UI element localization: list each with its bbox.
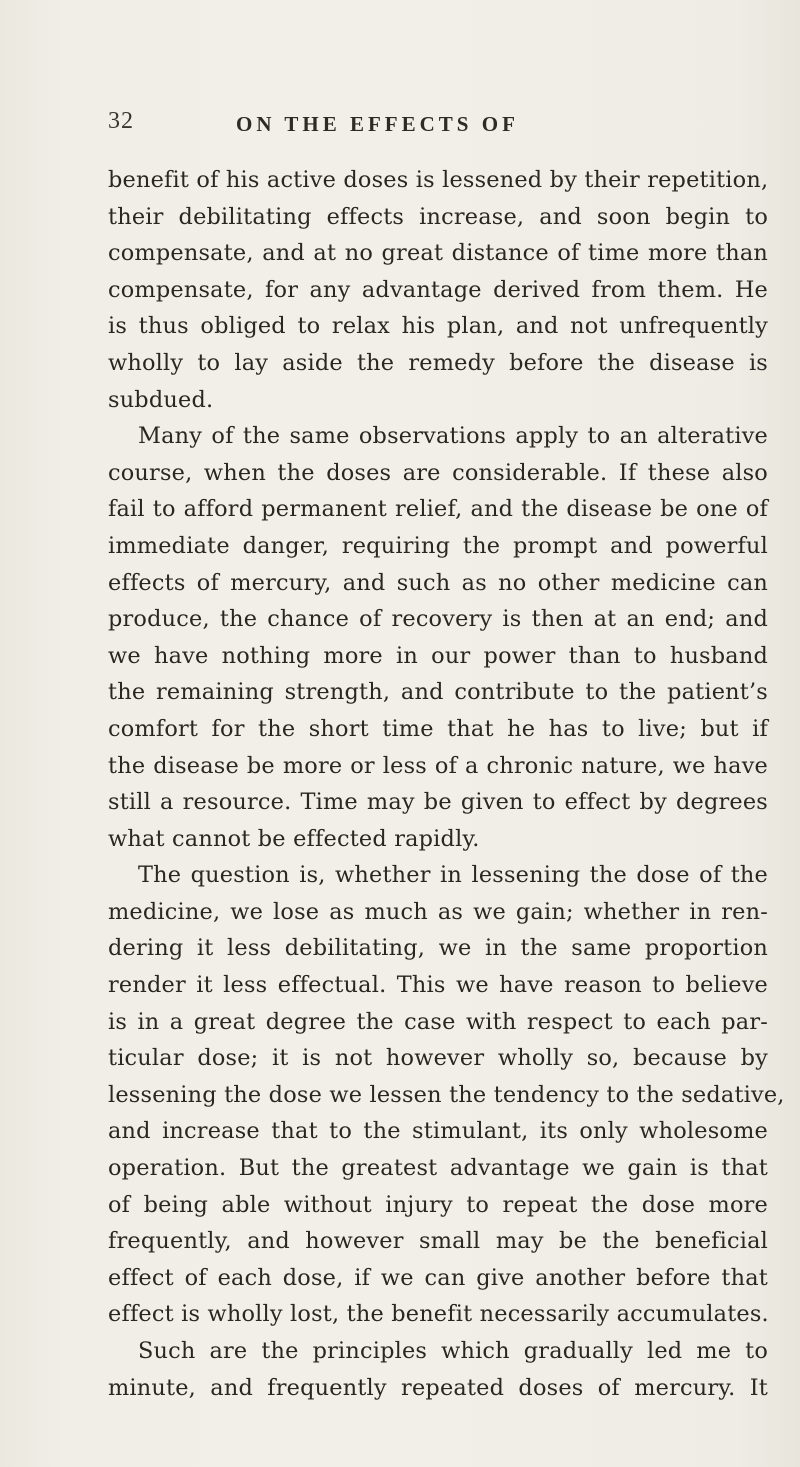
text-line: produce, the chance of recovery is then at an end; and xyxy=(108,606,768,633)
text-line: The question is, whether in lessening the dose of the xyxy=(138,862,768,889)
text-line: comfort for the short time that he has to live; but if xyxy=(108,715,768,742)
text-line: the remaining strength, and contribute to the patient’s xyxy=(108,679,768,706)
text-line: Many of the same observations apply to an alterative xyxy=(138,423,768,450)
text-line: fail to afford permanent relief, and the disease be one of xyxy=(108,496,768,523)
text-line: effects of mercury, and such as no other medicine can xyxy=(108,569,768,596)
text-line: minute, and frequently repeated doses of mercury. It xyxy=(108,1374,768,1401)
page-number: 32 xyxy=(108,108,134,134)
text-line: wholly to lay aside the remedy before the disease is xyxy=(108,349,768,376)
text-line: and increase that to the stimulant, its only wholesome xyxy=(108,1118,768,1145)
text-line: render it less effectual. This we have reason to believe xyxy=(108,972,768,999)
text-line: of being able without injury to repeat the dose more xyxy=(108,1191,768,1218)
text-line: Such are the principles which gradually led me to xyxy=(138,1338,768,1364)
text-line: what cannot be effected rapidly. xyxy=(108,825,480,852)
text-line: effect of each dose, if we can give another before that xyxy=(108,1264,768,1291)
text-line: their debilitating effects increase, and soon begin to xyxy=(108,203,768,230)
text-line: benefit of his active doses is lessened by their repetition, xyxy=(108,167,769,193)
text-line: lessening the dose we lessen the tendency to the sedative, xyxy=(108,1081,785,1108)
text-line: compensate, and at no great distance of time more than xyxy=(108,240,768,267)
text-line: course, when the doses are considerable. If these also xyxy=(108,459,768,486)
running-title: ON THE EFFECTS OF xyxy=(236,112,519,136)
text-line: still a resource. Time may be given to effect by degrees xyxy=(108,789,768,816)
text-line: is in a great degree the case with respect to each par- xyxy=(108,1008,768,1035)
text-line: is thus obliged to relax his plan, and not unfrequently xyxy=(108,313,768,340)
text-line: immediate danger, requiring the prompt and powerful xyxy=(108,532,768,559)
body-text xyxy=(108,162,785,1406)
text-line: compensate, for any advantage derived from them. He xyxy=(108,276,768,303)
text-line: frequently, and however small may be the beneficial xyxy=(108,1228,768,1255)
text-line: we have nothing more in our power than to husband xyxy=(108,642,768,669)
text-line: operation. But the greatest advantage we gain is that xyxy=(108,1155,768,1182)
page-header xyxy=(108,108,768,148)
text-line: effect is wholly lost, the benefit necessarily accumulates. xyxy=(108,1301,769,1328)
text-line: dering it less debilitating, we in the same proportion xyxy=(108,935,768,962)
text-line: ticular dose; it is not however wholly so, because by xyxy=(108,1045,768,1072)
text-line: subdued. xyxy=(108,386,214,413)
text-line: medicine, we lose as much as we gain; whether in ren- xyxy=(108,898,768,925)
text-line: the disease be more or less of a chronic nature, we have xyxy=(108,752,768,779)
